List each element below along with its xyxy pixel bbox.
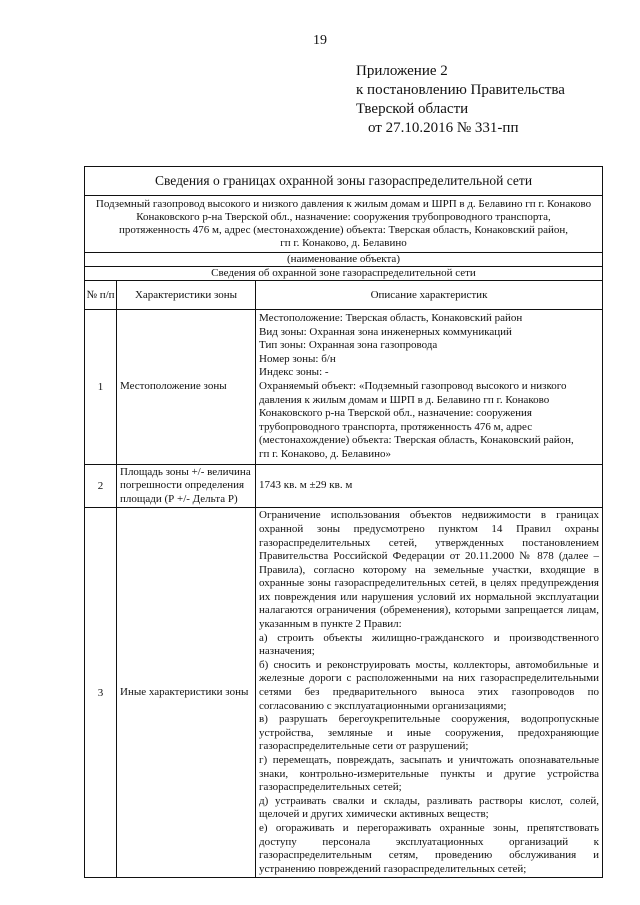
row-description xyxy=(256,310,603,465)
header-characteristic: Характеристики зоны xyxy=(117,281,256,310)
object-line: Подземный газопровод высокого и низкого давления к жилым домам и ШРП в д. Белавино гп г. Конаково xyxy=(95,198,592,210)
appendix-line-4: от 27.10.2016 № 331-пп xyxy=(368,120,519,136)
header-num: № п/п xyxy=(85,281,117,310)
description-line: Конаковского р-на Тверской обл., назначение: сооружения xyxy=(259,407,532,420)
description-line: Тип зоны: Охранная зона газопровода xyxy=(259,339,438,352)
description-paragraph: д) устраивать свалки и склады, разливать растворы кислот, солей, щелочей и других химически активных веществ; xyxy=(259,794,599,821)
description-line: (местонахождение) объекта: Тверская область, Конаковский район, xyxy=(259,434,574,447)
table-row xyxy=(85,464,603,508)
description-line: давления к жилым домам и ШРП в д. Белавино гп г. Конаково xyxy=(259,393,550,406)
description-line: Индекс зоны: - xyxy=(259,366,329,379)
description-line: трубопроводного транспорта, протяженность 476 м, адрес xyxy=(259,420,533,433)
description-paragraph: а) строить объекты жилищно-гражданского и производственного назначения; xyxy=(259,631,599,658)
page-number: 19 xyxy=(313,33,327,48)
row-num: 2 xyxy=(85,464,117,508)
description-paragraph: б) сносить и реконструировать мосты, коллекторы, автомобильные и железные дороги с расположенными на них газораспределительными сетями без предварительного выноса этих газопроводов по согласованию с эксплуатационными организациями; xyxy=(259,658,599,712)
appendix-line-2: к постановлению Правительства xyxy=(356,82,565,98)
description-paragraph: Ограничение использования объектов недвижимости в границах охранной зоны предусмотрено пунктом 14 Правил охраны газораспределительных сетей, утвержденных постановлением Правительства Российской Федерации от 20.11.2000 № 878 (далее – Правила), согласно которому на земельные участки, входящие в охранные зоны газораспределительных сетей, в целях предупреждения их повреждения или нарушения условий их нормальной эксплуатации налагаются ограничения (обременения), которыми запрещается лицам, указанным в пункте 2 Правил: xyxy=(259,509,599,631)
row-description: 1743 кв. м ±29 кв. м xyxy=(256,464,603,508)
object-line: Конаковского р-на Тверской обл., назначение: сооружения трубопроводного транспорта, xyxy=(136,211,551,223)
appendix-line-1: Приложение 2 xyxy=(356,63,448,79)
description-paragraph: е) огораживать и перегораживать охранные зоны, препятствовать доступу персонала эксплуатационных организаций к газораспределительным сетям, проведению обслуживания и устранению повреждений газораспределительных сетей; xyxy=(259,821,599,875)
row-characteristic: Иные характеристики зоны xyxy=(117,508,256,878)
section-title: Сведения об охранной зоне газораспределительной сети xyxy=(85,267,603,281)
row-description xyxy=(256,508,603,878)
table-row xyxy=(85,310,603,465)
row-num: 3 xyxy=(85,508,117,878)
header-description: Описание характеристик xyxy=(256,281,603,310)
protection-zone-table xyxy=(84,166,603,878)
object-caption: (наименование объекта) xyxy=(85,253,603,267)
description-line: Охраняемый объект: «Подземный газопровод высокого и низкого xyxy=(259,379,567,392)
row-characteristic: Площадь зоны +/- величина погрешности определения площади (Р +/- Дельта Р) xyxy=(117,464,256,508)
description-line: гп г. Конаково, д. Белавино» xyxy=(259,447,392,460)
description-line: Местоположение: Тверская область, Конаковский район xyxy=(259,312,523,324)
appendix-line-3: Тверской области xyxy=(356,101,469,117)
description-line: Вид зоны: Охранная зона инженерных коммуникаций xyxy=(259,325,512,338)
table-title: Сведения о границах охранной зоны газораспределительной сети xyxy=(85,167,603,196)
description-line: Номер зоны: б/н xyxy=(259,352,336,365)
row-num: 1 xyxy=(85,310,117,465)
description-paragraph: в) разрушать берегоукрепительные сооружения, водопропускные устройства, земляные и иные сооружения, предохраняющие газораспределительные сети от разрушений; xyxy=(259,713,599,753)
row-characteristic: Местоположение зоны xyxy=(117,310,256,465)
object-line: гп г. Конаково, д. Белавино xyxy=(280,237,407,249)
object-name xyxy=(85,196,603,253)
table-row xyxy=(85,508,603,878)
object-line: протяженность 476 м, адрес (местонахождение) объекта: Тверская область, Конаковский район, xyxy=(118,224,569,236)
description-paragraph: г) перемещать, повреждать, засыпать и уничтожать опознавательные знаки, контрольно-измерительные пункты и другие устройства газораспределительных сетей; xyxy=(259,754,599,794)
appendix-header xyxy=(356,62,565,138)
